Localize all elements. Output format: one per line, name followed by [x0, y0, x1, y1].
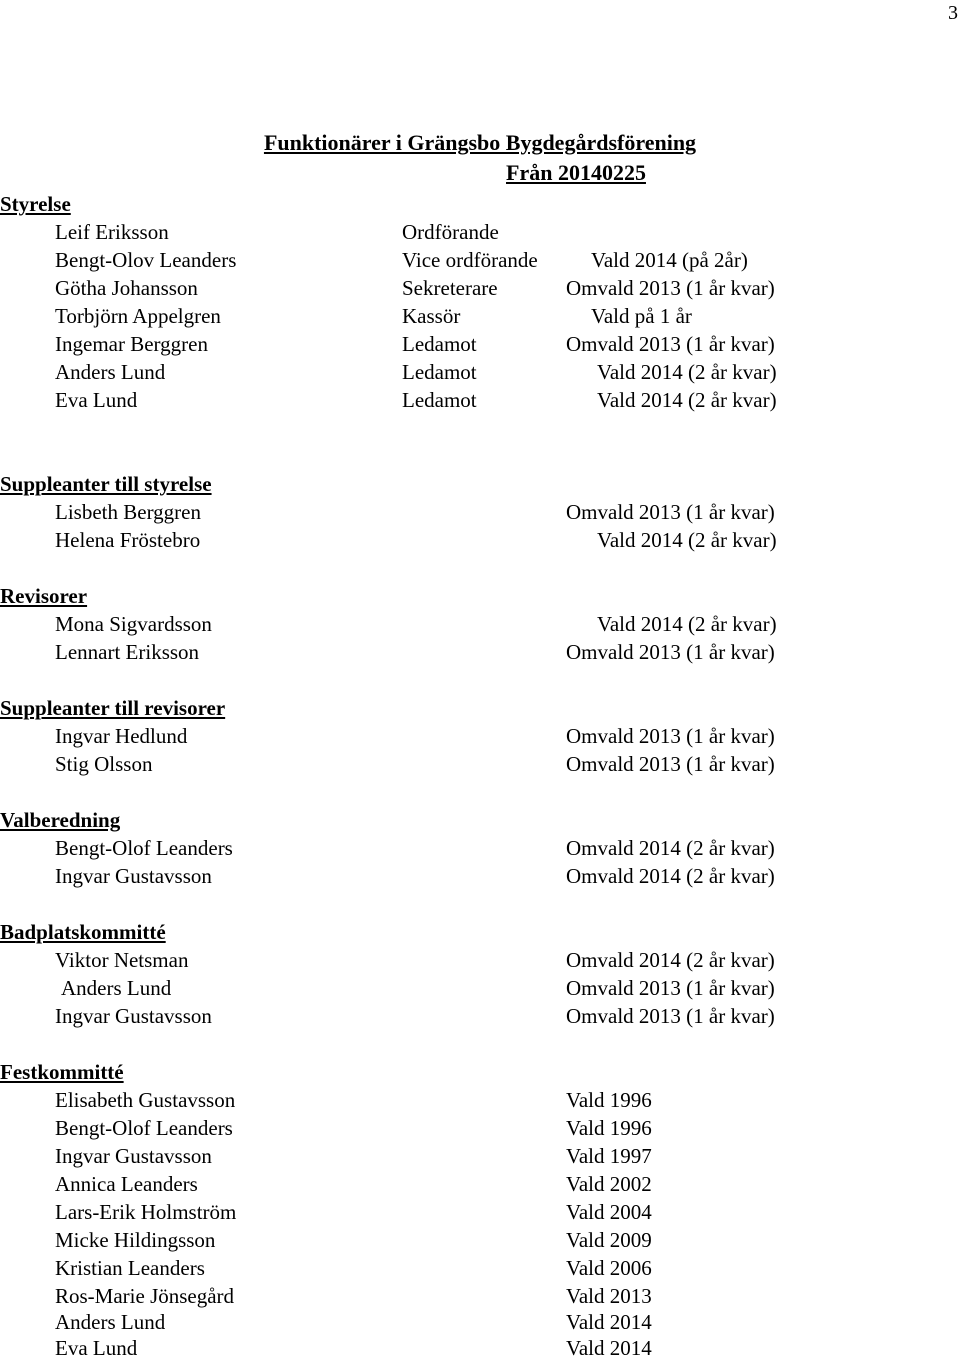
- table-row: [0, 1002, 960, 1030]
- table-row: [0, 834, 960, 862]
- table-row: [0, 1254, 960, 1282]
- member-name: Torbjörn Appelgren: [55, 304, 221, 328]
- member-role: Vice ordförande: [402, 248, 538, 272]
- member-role: Ledamot: [402, 332, 477, 356]
- member-status: Vald på 1 år: [591, 304, 692, 328]
- table-row: [0, 722, 960, 750]
- member-name: Kristian Leanders: [55, 1256, 205, 1280]
- table-row: [0, 218, 960, 246]
- member-status: Vald 2009: [566, 1228, 652, 1252]
- member-name: Leif Eriksson: [55, 220, 169, 244]
- member-status: Vald 2014 (2 år kvar): [597, 360, 777, 384]
- member-status: Omvald 2013 (1 år kvar): [566, 500, 775, 524]
- section-heading-valberedning: Valberedning: [0, 808, 121, 832]
- page-number: 3: [948, 2, 958, 24]
- section-heading-styrelse: Styrelse: [0, 192, 71, 216]
- member-status: Vald 2006: [566, 1256, 652, 1280]
- member-name: Ingvar Gustavsson: [55, 864, 212, 888]
- member-status: Omvald 2014 (2 år kvar): [566, 864, 775, 888]
- table-row: [0, 750, 960, 778]
- member-role: Ledamot: [402, 360, 477, 384]
- table-row: [0, 1226, 960, 1254]
- table-row: [0, 386, 960, 414]
- member-status: Vald 2014 (2 år kvar): [597, 612, 777, 636]
- member-name: Anders Lund: [55, 1310, 166, 1334]
- member-status: Omvald 2013 (1 år kvar): [566, 752, 775, 776]
- member-status: Vald 2004: [566, 1200, 652, 1224]
- member-name: Ingvar Hedlund: [55, 724, 188, 748]
- table-row: [0, 610, 960, 638]
- section-heading-suppleanter-revisorer: Suppleanter till revisorer: [0, 696, 226, 720]
- title-line-1: Funktionärer i Grängsbo Bygdegårdsförening: [263, 130, 697, 155]
- section-heading-festkommitte: Festkommitté: [0, 1060, 124, 1084]
- table-row: [0, 1308, 960, 1336]
- member-status: Omvald 2013 (1 år kvar): [566, 1004, 775, 1028]
- member-name: Helena Fröstebro: [55, 528, 201, 552]
- member-status: Omvald 2013 (1 år kvar): [566, 724, 775, 748]
- member-name: Ros-Marie Jönsegård: [55, 1284, 235, 1308]
- member-status: Vald 2014 (2 år kvar): [597, 528, 777, 552]
- table-row: [0, 862, 960, 890]
- member-status: Omvald 2014 (2 år kvar): [566, 948, 775, 972]
- table-row: [0, 638, 960, 666]
- member-name: Mona Sigvardsson: [55, 612, 212, 636]
- table-row: [0, 274, 960, 302]
- member-status: Omvald 2013 (1 år kvar): [566, 332, 775, 356]
- member-name: Eva Lund: [55, 388, 138, 412]
- member-status: Vald 2002: [566, 1172, 652, 1196]
- section-heading-badplatskommitte: Badplatskommitté: [0, 920, 166, 944]
- table-row: [0, 1334, 960, 1362]
- section-heading-suppleanter-styrelse: Suppleanter till styrelse: [0, 472, 212, 496]
- table-row: [0, 1282, 960, 1310]
- table-row: [0, 974, 960, 1002]
- member-name: Lisbeth Berggren: [55, 500, 201, 524]
- member-name: Bengt-Olof Leanders: [55, 836, 233, 860]
- member-name: Elisabeth Gustavsson: [55, 1088, 236, 1112]
- member-name: Ingvar Gustavsson: [55, 1144, 212, 1168]
- member-status: Omvald 2013 (1 år kvar): [566, 276, 775, 300]
- title-line-2: Från 20140225: [506, 160, 646, 185]
- member-name: Annica Leanders: [55, 1172, 198, 1196]
- section-heading-revisorer: Revisorer: [0, 584, 88, 608]
- member-status: Vald 2014: [566, 1336, 652, 1360]
- member-name: Stig Olsson: [55, 752, 153, 776]
- member-name: Anders Lund: [55, 360, 166, 384]
- table-row: [0, 330, 960, 358]
- table-row: [0, 358, 960, 386]
- member-status: Vald 2013: [566, 1284, 652, 1308]
- member-role: Ordförande: [402, 220, 499, 244]
- table-row: [0, 1086, 960, 1114]
- member-status: Vald 1996: [566, 1088, 652, 1112]
- member-name: Lennart Eriksson: [55, 640, 200, 664]
- member-name: Ingvar Gustavsson: [55, 1004, 212, 1028]
- table-row: [0, 302, 960, 330]
- member-status: Omvald 2014 (2 år kvar): [566, 836, 775, 860]
- member-name: Eva Lund: [55, 1336, 138, 1360]
- member-name: Viktor Netsman: [55, 948, 189, 972]
- member-role: Kassör: [402, 304, 461, 328]
- member-status: Vald 2014: [566, 1310, 652, 1334]
- member-status: Vald 1997: [566, 1144, 652, 1168]
- member-role: Sekreterare: [402, 276, 498, 300]
- member-name: Micke Hildingsson: [55, 1228, 216, 1252]
- table-row: [0, 1170, 960, 1198]
- member-role: Ledamot: [402, 388, 477, 412]
- table-row: [0, 246, 960, 274]
- member-status: Omvald 2013 (1 år kvar): [566, 976, 775, 1000]
- member-name: Lars-Erik Holmström: [55, 1200, 237, 1224]
- table-row: [0, 1198, 960, 1226]
- member-status: Vald 1996: [566, 1116, 652, 1140]
- table-row: [0, 1114, 960, 1142]
- member-name: Götha Johansson: [55, 276, 198, 300]
- table-row: [0, 946, 960, 974]
- table-row: [0, 1142, 960, 1170]
- member-name: Anders Lund: [61, 976, 172, 1000]
- member-name: Bengt-Olov Leanders: [55, 248, 237, 272]
- member-status: Vald 2014 (på 2år): [591, 248, 748, 272]
- table-row: [0, 498, 960, 526]
- member-name: Ingemar Berggren: [55, 332, 208, 356]
- member-status: Vald 2014 (2 år kvar): [597, 388, 777, 412]
- page-title: [0, 128, 960, 188]
- table-row: [0, 526, 960, 554]
- member-name: Bengt-Olof Leanders: [55, 1116, 233, 1140]
- member-status: Omvald 2013 (1 år kvar): [566, 640, 775, 664]
